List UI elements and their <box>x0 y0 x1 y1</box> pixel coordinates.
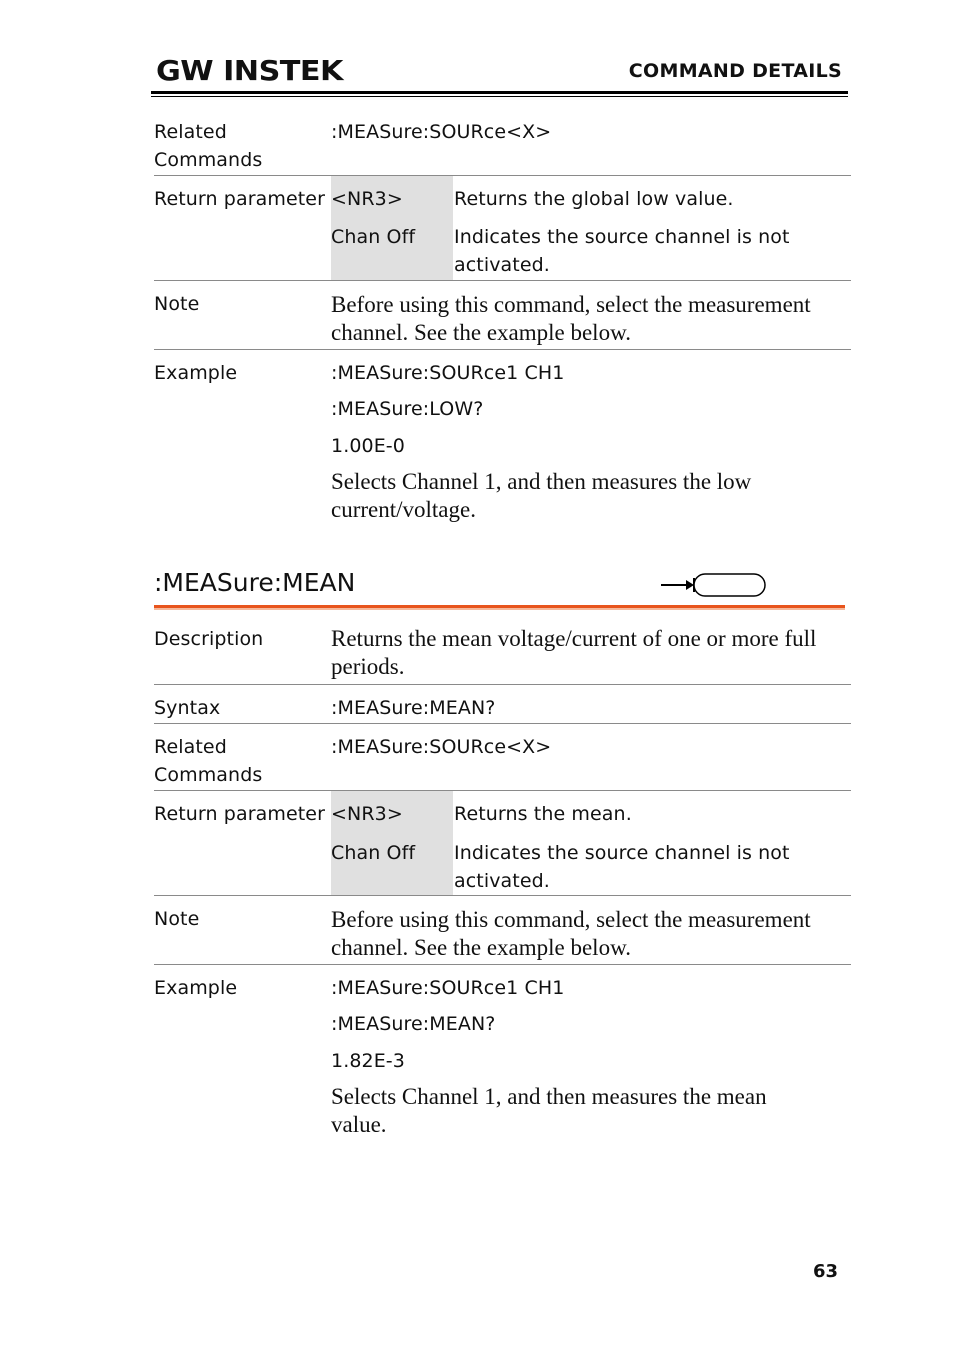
description-text: Returns the mean voltage/current of one or more full periods. <box>331 626 817 679</box>
example-line: 1.00E-0 <box>331 435 405 457</box>
syntax-value: :MEASure:MEAN? <box>331 697 496 719</box>
return-code: <NR3> <box>331 188 403 210</box>
example-line: :MEASure:SOURce1 CH1 <box>331 362 565 384</box>
row-divider <box>154 175 851 176</box>
header-rule-thin <box>151 96 848 97</box>
row-divider <box>154 790 851 791</box>
return-code: Chan Off <box>331 842 416 864</box>
return-desc: Returns the global low value. <box>454 188 734 210</box>
page-number: 63 <box>813 1261 839 1282</box>
row-divider <box>154 684 851 685</box>
section-header: COMMAND DETAILS <box>628 60 842 82</box>
brand-logo: GW INSTEK <box>156 54 343 87</box>
description-label: Description <box>154 628 264 650</box>
related-commands-label: Related Commands <box>154 736 263 786</box>
row-divider <box>154 895 851 896</box>
example-label: Example <box>154 977 238 999</box>
note-label: Note <box>154 908 200 930</box>
command-title: :MEASure:MEAN <box>154 568 356 597</box>
example-description: Selects Channel 1, and then measures the mean value. <box>331 1084 767 1137</box>
row-divider <box>154 280 851 281</box>
return-code: <NR3> <box>331 803 403 825</box>
example-description: Selects Channel 1, and then measures the low current/voltage. <box>331 469 752 522</box>
example-line: :MEASure:SOURce1 CH1 <box>331 977 565 999</box>
row-divider <box>154 349 851 350</box>
return-parameter-label: Return parameter <box>154 803 325 825</box>
example-line: :MEASure:LOW? <box>331 398 484 420</box>
note-label: Note <box>154 293 200 315</box>
example-line: 1.82E-3 <box>331 1050 405 1072</box>
note-text: Before using this command, select the measurement channel. See the example below. <box>331 907 811 960</box>
syntax-label: Syntax <box>154 697 221 719</box>
return-desc: Indicates the source channel is not activated. <box>454 842 790 892</box>
return-parameter-label: Return parameter <box>154 188 325 210</box>
example-label: Example <box>154 362 238 384</box>
return-code: Chan Off <box>331 226 416 248</box>
note-text: Before using this command, select the measurement channel. See the example below. <box>331 292 811 345</box>
related-commands-value: :MEASure:SOURce<X> <box>331 736 552 758</box>
example-line: :MEASure:MEAN? <box>331 1013 496 1035</box>
related-commands-value: :MEASure:SOURce<X> <box>331 121 552 143</box>
header-rule <box>151 91 848 94</box>
row-divider <box>154 964 851 965</box>
related-commands-label: Related Commands <box>154 121 263 171</box>
return-desc: Returns the mean. <box>454 803 632 825</box>
query-arrow-icon <box>660 572 768 598</box>
title-rule-shade <box>154 608 845 610</box>
return-desc: Indicates the source channel is not activated. <box>454 226 790 276</box>
row-divider <box>154 723 851 724</box>
